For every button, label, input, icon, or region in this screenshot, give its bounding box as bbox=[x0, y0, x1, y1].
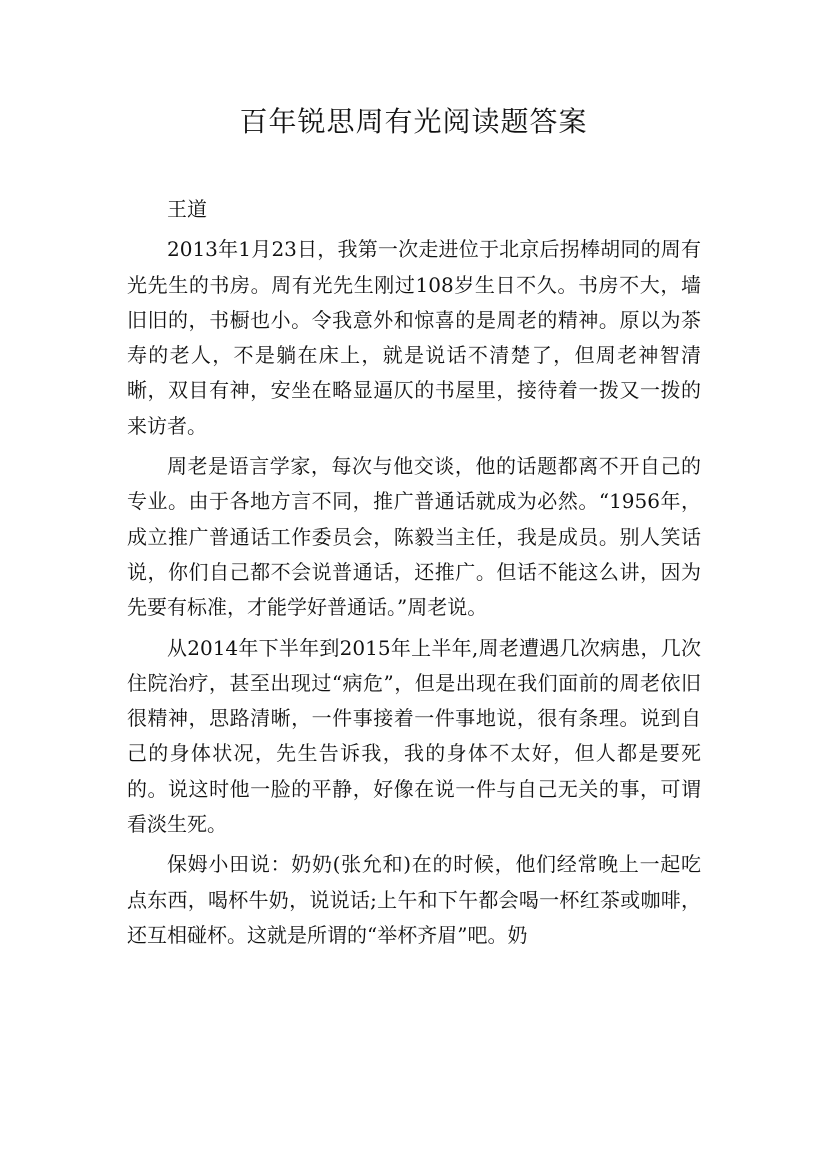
paragraph-2: 周老是语言学家，每次与他交谈，他的话题都离不开自己的专业。由于各地方言不同，推广普通话就成为必然。“1956年，成立推广普通话工作委员会，陈毅当主任，我是成员。别人笑话说，你们自己都不会说普通话，还推广。但话不能这么讲，因为先要有标准，才能学好普通话。”周老说。 bbox=[127, 454, 701, 620]
paragraph-1: 2013年1月23日，我第一次走进位于北京后拐棒胡同的周有光先生的书房。周有光先生刚过108岁生日不久。书房不大，墙旧旧的，书橱也小。令我意外和惊喜的是周老的精神。原以为茶寿的老人，不是躺在床上，就是说话不清楚了，但周老神智清晰，双目有神，安坐在略显逼仄的书屋里，接待着一拨又一拨的来访者。 bbox=[127, 237, 701, 438]
author-line: 王道 bbox=[167, 197, 207, 221]
article-body bbox=[127, 192, 701, 953]
document-title: 百年锐思周有光阅读题答案 bbox=[239, 105, 588, 138]
paragraph-3: 从2014年下半年到2015年上半年,周老遭遇几次病患，几次住院治疗，甚至出现过“病危”，但是出现在我们面前的周老依旧很精神，思路清晰，一件事接着一件事地说，很有条理。说到自己的身体状况，先生告诉我，我的身体不太好，但人都是要死的。说这时他一脸的平静，好像在说一件与自己无关的事，可谓看淡生死。 bbox=[127, 635, 701, 837]
paragraph-4: 保姆小田说：奶奶(张允和)在的时候，他们经常晚上一起吃点东西，喝杯牛奶，说说话;上午和下午都会喝一杯红茶或咖啡，还互相碰杯。这就是所谓的“举杯齐眉”吧。奶 bbox=[127, 852, 701, 947]
